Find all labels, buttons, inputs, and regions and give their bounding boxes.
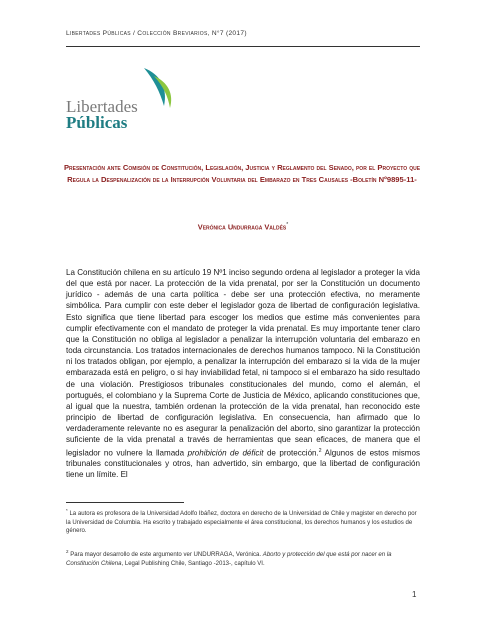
body-text-part-1: La Constitución chilena en su artículo 19 Nº1 inciso segundo ordena al legislador a proteger la vida del que está por nacer. La protección de la vida prenatal, por ser la Constitución un documento jurídico - además de una carta política - debe ser una protección efectiva, no meramente simbólica. Para cumplir con este deber el legislador goza de libertad de configuración legislativa. Esto significa que tiene libertad para escoger los medios que estime más convenientes para cumplir efectivamente con el mandato de proteger la vida prenatal. Es muy importante tener claro que la Constitución no obliga al legislador a penalizar la interrupción voluntaria del embarazo en toda circunstancia. Los tratados internacionales de derechos humanos tampoco. Ni la Constitución ni los tratados obligan, por ejemplo, a penalizar la interrupción del embarazo si la vida de la mujer embarazada está en peligro, o si hay inviabilidad fetal, ni tampoco si el embarazo ha sido resultado de una violación. Prestigiosos tribunales constitucionales del mundo, como el alemán, el portugués, el colombiano y la Suprema Corte de Justicia de México, aplicando constituciones que, al igual que la nuestra, también ordenan la protección de la vida prenatal, han reconocido este principio de libertad de configuración legislativa. En consecuencia, han afirmado que lo verdaderamente relevante no es asegurar la penalización del aborto, sino garantizar la protección suficiente de la vida prenatal a través de herramientas que sean eficaces, de manera que el legislador no vulnere la llamada <box>66 268 420 458</box>
footnote-2 <box>66 548 420 568</box>
footnote-2-text-after: , Legal Publishing Chile, Santiago -2013-, capítulo VI. <box>121 560 265 567</box>
libertades-publicas-logo <box>66 66 186 146</box>
logo-text <box>66 99 138 131</box>
footnote-rule <box>66 502 184 503</box>
logo-line-1: Libertades <box>66 97 138 116</box>
page-number: 1 <box>412 590 417 599</box>
body-text-part-2: de protección. <box>263 448 319 458</box>
footnote-1 <box>66 507 420 536</box>
body-italic-phrase: prohibición de déficit <box>187 448 264 458</box>
header-rule <box>66 46 420 47</box>
running-header: Libertades Públicas / Colección Breviarios, N°7 (2017) <box>66 30 247 37</box>
footnote-2-italic-title: Aborto y protección del que está por nacer en la Constitución Chilena <box>66 552 392 567</box>
author-footnote-marker: * <box>286 222 289 228</box>
footnote-1-marker: * <box>66 508 68 513</box>
footnote-1-text: La autora es profesora de la Universidad Adolfo Ibáñez, doctora en derecho de la Universidad de Chile y magister en derecho por la Universidad de Columbia. Ha escrito y trabajado especialmente el área constitucional, los derechos humanos y los estudios de género. <box>66 511 417 535</box>
author-line <box>66 222 420 231</box>
document-title: Presentación ante Comisión de Constitución, Legislación, Justicia y Reglamento del Senado, por el Proyecto que Regula la Despenalización de la Interrupción Voluntaria del Embarazo en Tres Causales -Boletín Nº9895-11- <box>63 163 421 184</box>
footnote-2-text-before: Para mayor desarrollo de este argumento ver UNDURRAGA, Verónica. <box>68 552 263 559</box>
body-paragraph <box>66 267 420 481</box>
footnote-2-marker: 2 <box>66 549 69 554</box>
swoosh-logo-icon <box>138 66 174 110</box>
author-name: Verónica Undurraga Valdés <box>197 222 287 232</box>
logo-line-2: Públicas <box>66 113 128 132</box>
footnote-reference: 2 <box>318 447 322 454</box>
body-text-part-3: Algunos de estos mismos tribunales constitucionales y otros, han advertido, sin embargo, que la libertad de configuración tiene un límite. El <box>66 448 420 480</box>
